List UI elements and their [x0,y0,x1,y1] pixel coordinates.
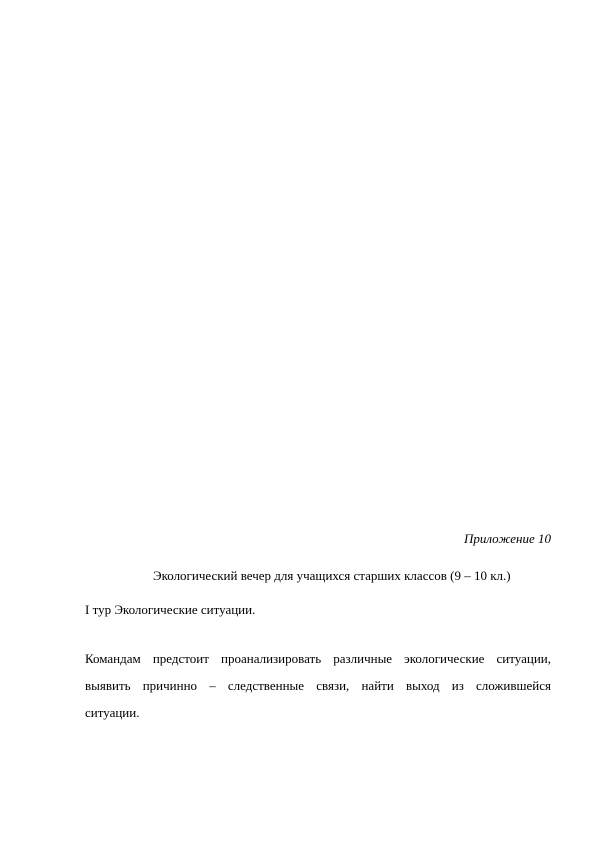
appendix-label: Приложение 10 [463,531,551,546]
task-description-paragraph: Командам предстоит проанализировать различные экологические ситуации, выявить причинно – следственные связи, найти выход из сложившейся ситуации. [85,651,551,720]
round-heading: I тур Экологические ситуации. [85,602,256,617]
document-title: Экологический вечер для учащихся старших классов (9 – 10 кл.) [153,568,511,583]
